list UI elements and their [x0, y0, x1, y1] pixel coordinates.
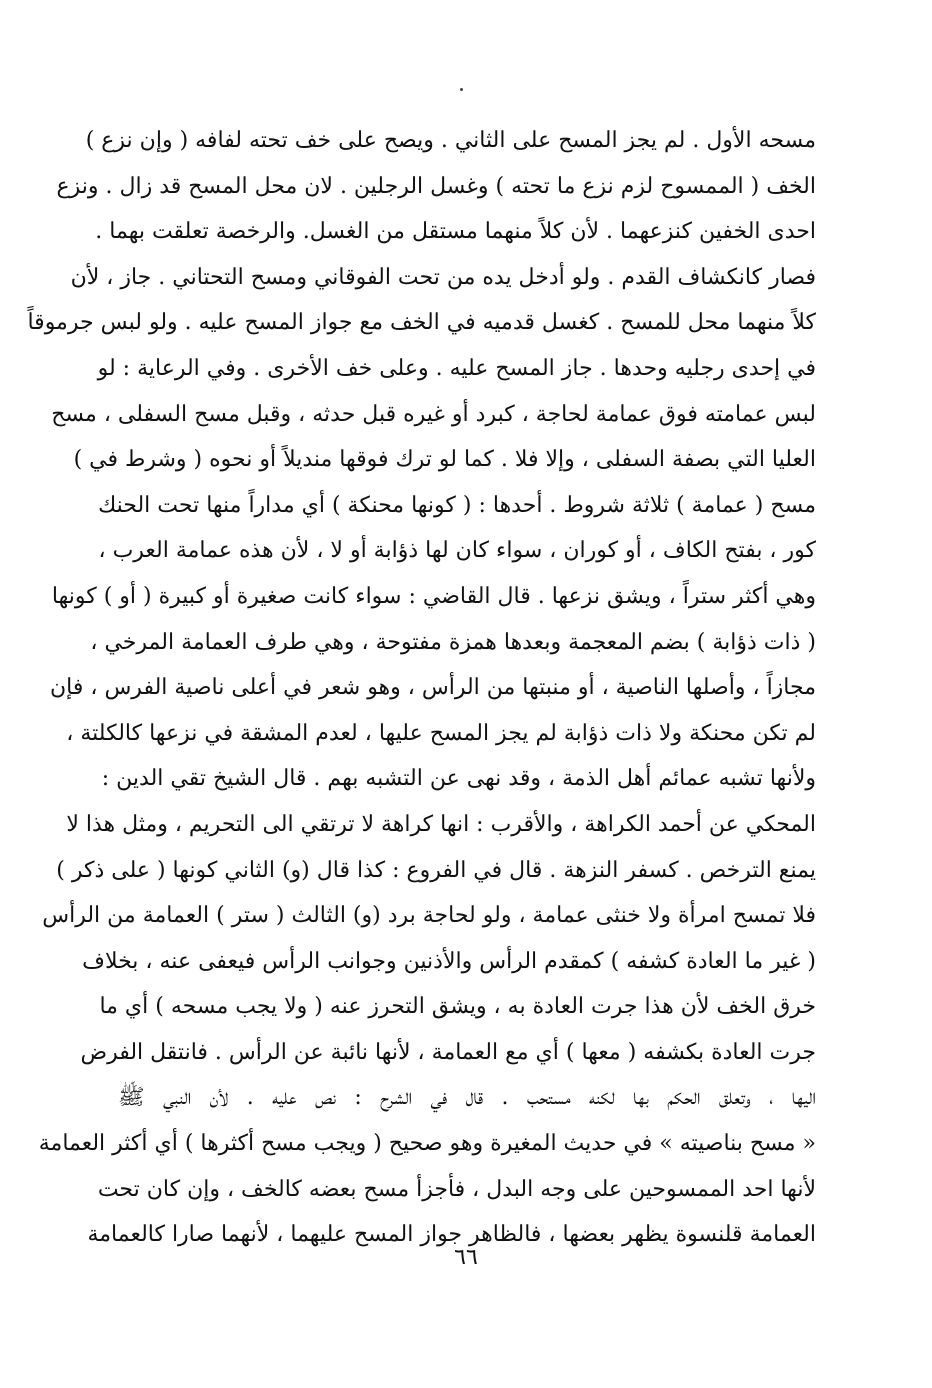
- page-number: ٦٦: [454, 1245, 478, 1270]
- text-line: ( غير ما العادة كشفه ) كمقدم الرأس والأذنين وجوانب الرأس فيعفى عنه ، بخلاف: [82, 948, 816, 974]
- text-line: فلا تمسح امرأة ولا خنثى عمامة ، ولو لحاجة برد (و) الثالث ( ستر ) العمامة من الرأس: [42, 903, 816, 929]
- text-line: كور ، بفتح الكاف ، أو كوران ، سواء كان لها ذؤابة أو لا ، لأن هذه عمامة العرب ،: [98, 538, 816, 564]
- text-line: مسحه الأول . لم يجز المسح على الثاني . ويصح على خف تحته لفافه ( وإن نزع ): [85, 128, 816, 153]
- text-line: فصار كانكشاف القدم . ولو أدخل يده من تحت الفوقاني ومسح التحتاني . جاز ، لأن: [70, 264, 816, 290]
- text-line: احدى الخفين كنزعهما . لأن كلاً منهما مستقل من الغسل. والرخصة تعلقت بهما .: [95, 219, 816, 245]
- text-line: المحكي عن أحمد الكراهة ، والأقرب : انها كراهة لا ترتقي الى التحريم ، ومثل هذا لا: [66, 811, 816, 837]
- text-line: العليا التي بصفة السفلى ، وإلا فلا . كما لو ترك فوقها منديلاً أو نحوه ( وشرط في ): [73, 447, 816, 473]
- text-line: يمنع الترخص . كسفر النزهة . قال في الفروع : كذا قال (و) الثاني كونها ( على ذكر ): [56, 857, 816, 883]
- text-line: مجازاً ، وأصلها الناصية ، أو منبتها من الرأس ، وهو شعر في أعلى ناصية الفرس ، فإن: [49, 675, 816, 701]
- text-line: لم تكن محنكة ولا ذات ذؤابة لم يجز المسح عليها ، لعدم المشقة في نزعها كالكلتة ،: [66, 720, 816, 746]
- text-line: وهي أكثر ستراً ، ويشق نزعها . قال القاضي : سواء كانت صغيرة أو كبيرة ( أو ) كونها: [51, 583, 816, 609]
- text-line: الخف ( الممسوح لزم نزع ما تحته ) وغسل الرجلين . لان محل المسح قد زال . ونزع: [56, 173, 816, 199]
- stray-mark: [460, 88, 463, 91]
- text-line: في إحدى رجليه وحدها . جاز المسح عليه . وعلى خف الأخرى . وفي الرعاية : لو: [97, 355, 816, 381]
- text-line: خرق الخف لأن هذا جرت العادة به ، ويشق التحرز عنه ( ولا يجب مسحه ) أي ما: [99, 994, 816, 1020]
- text-line: ولأنها تشبه عمائم أهل الذمة ، وقد نهى عن التشبه بهم . قال الشيخ تقي الدين :: [101, 766, 816, 792]
- text-line: لأنها احد الممسوحين على وجه البدل ، فأجزأ مسح بعضه كالخف ، وإن كان تحت: [97, 1176, 816, 1202]
- text-line: مسح ( عمامة ) ثلاثة شروط . أحدها : ( كونها محنكة ) أي مداراً منها تحت الحنك: [98, 492, 816, 518]
- text-line: العمامة قلنسوة يظهر بعضها ، فالظاهر جواز المسح عليهما ، لأنهما صارا كالعمامة: [87, 1222, 816, 1248]
- text-line: اليها ، وتعلق الحكم بها لكنه مستحب . قال في الشرح : نص عليه . لأن النبي ﷺ: [118, 1085, 816, 1111]
- text-line: كلاً منهما محل للمسح . كغسل قدميه في الخف مع جواز المسح عليه . ولو لبس جرموقاً: [27, 310, 816, 336]
- text-line: « مسح بناصيته » في حديث المغيرة وهو صحيح ( ويجب مسح أكثرها ) أي أكثر العمامة: [38, 1131, 816, 1157]
- text-line: جرت العادة بكشفه ( معها ) أي مع العمامة ، لأنها نائبة عن الرأس . فانتقل الفرض: [80, 1039, 816, 1065]
- page-body: [27, 118, 816, 1258]
- text-line: ( ذات ذؤابة ) بضم المعجمة وبعدها همزة مفتوحة ، وهي طرف العمامة المرخي ،: [90, 629, 816, 655]
- text-line: لبس عمامته فوق عمامة لحاجة ، كبرد أو غيره قبل حدثه ، وقبل مسح السفلى ، مسح: [51, 401, 816, 427]
